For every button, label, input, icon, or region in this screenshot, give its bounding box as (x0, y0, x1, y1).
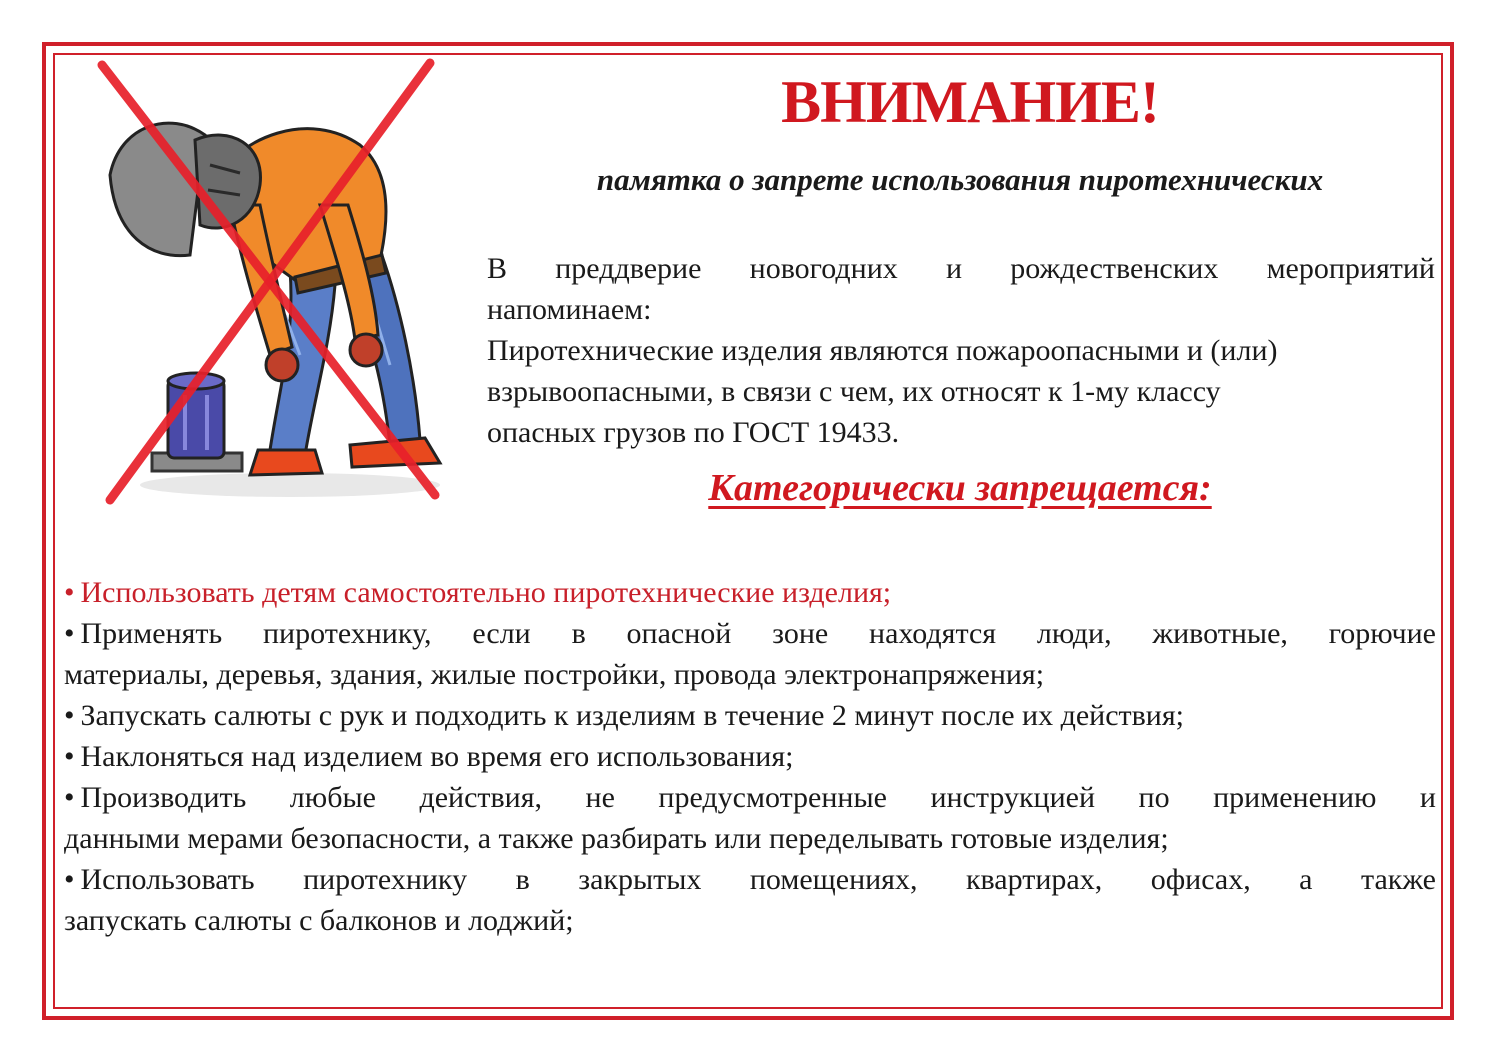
intro-line: взрывоопасными, в связи с чем, их относят к 1-му классу (487, 375, 1221, 408)
bullet-icon: • (64, 740, 75, 773)
rule-text: Запускать салюты с рук и подходить к изделиям в течение 2 минут после их действия; (80, 699, 1184, 732)
bullet-icon: • (64, 576, 75, 609)
rule-text: Использовать детям самостоятельно пиротехнические изделия; (80, 576, 892, 609)
bullet-icon: • (64, 863, 75, 896)
intro-line: Пиротехнические изделия являются пожароопасными и (или) (487, 334, 1278, 367)
intro-line: напоминаем: (487, 293, 652, 326)
intro-paragraph (487, 248, 1435, 453)
page-title: ВНИМАНИЕ! (781, 69, 1159, 135)
list-item (64, 613, 1436, 695)
list-item (64, 859, 1436, 941)
bullet-icon: • (64, 781, 75, 814)
intro-line: В преддверие новогодних и рождественских мероприятий (487, 252, 1435, 285)
rule-text: данными мерами безопасности, а также разбирать или переделывать готовые изделия; (64, 822, 1169, 855)
rule-text: Использовать пиротехнику в закрытых помещениях, квартирах, офисах, а также (80, 863, 1436, 896)
list-item (64, 695, 1436, 736)
rule-text: Наклоняться над изделием во время его использования; (80, 740, 794, 773)
bullet-icon: • (64, 617, 75, 650)
list-item (64, 777, 1436, 859)
rule-text: Применять пиротехнику, если в опасной зоне находятся люди, животные, горючие (80, 617, 1436, 650)
list-item (64, 572, 1436, 613)
crossed-out-person-bending-over-firework-icon (90, 55, 450, 515)
page-subtitle: памятка о запрете использования пиротехнических (596, 162, 1324, 197)
rule-text: запускать салюты с балконов и лоджий; (64, 904, 574, 937)
bullet-icon: • (64, 699, 75, 732)
intro-line: опасных грузов по ГОСТ 19433. (487, 416, 900, 449)
rule-text: Производить любые действия, не предусмотренные инструкцией по применению и (80, 781, 1436, 814)
rules-list (64, 572, 1436, 941)
list-item (64, 736, 1436, 777)
forbidden-heading: Категорически запрещается: (708, 467, 1212, 509)
rule-text: материалы, деревья, здания, жилые постройки, провода электронапряжения; (64, 658, 1045, 691)
